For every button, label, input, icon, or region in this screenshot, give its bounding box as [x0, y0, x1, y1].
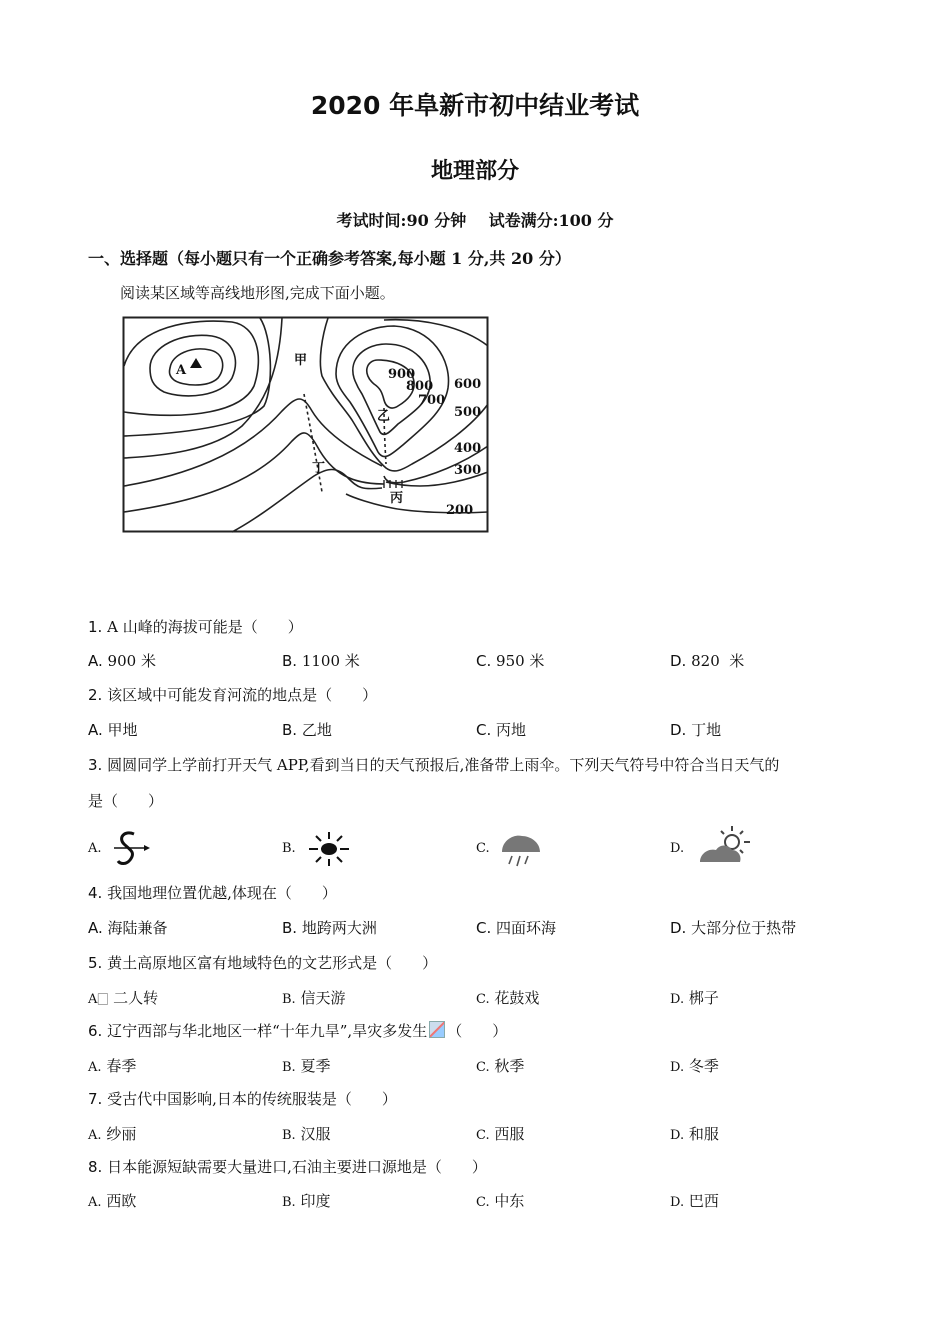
exam-info: 考试时间:90 分钟 试卷满分:100 分 — [336, 211, 614, 230]
contour-label-300: 300 — [454, 463, 482, 478]
q6-option-a[interactable]: A. 春季 — [88, 1057, 137, 1075]
q1-option-d[interactable]: D. 820 米 — [670, 652, 745, 670]
question-6: 6. 辽宁西部与华北地区一样“十年九旱”,旱灾多发生 （ ） — [88, 1022, 508, 1040]
q7-option-b[interactable]: B. 汉服 — [282, 1125, 331, 1143]
q8-option-a[interactable]: A. 西欧 — [88, 1192, 137, 1210]
q5-option-a[interactable]: A⃞ 二人转 — [88, 989, 159, 1007]
map-label-a: A — [176, 363, 187, 378]
map-label-ding: 丁 — [312, 461, 326, 476]
section-heading: 一、选择题（每小题只有一个正确参考答案,每小题 1 分,共 20 分） — [88, 249, 571, 268]
q6-option-b[interactable]: B. 夏季 — [282, 1057, 331, 1075]
q6-option-c[interactable]: C. 秋季 — [476, 1057, 525, 1075]
question-2: 2. 该区域中可能发育河流的地点是（ ） — [88, 686, 378, 704]
q3-option-a[interactable]: A. — [88, 841, 102, 856]
q4-option-d[interactable]: D. 大部分位于热带 — [670, 919, 797, 937]
rain-icon — [498, 830, 544, 870]
q2-option-c[interactable]: C. 丙地 — [476, 721, 527, 739]
q1-option-a[interactable]: A. 900 米 — [88, 652, 156, 670]
q7-option-c[interactable]: C. 西服 — [476, 1125, 525, 1143]
q2-option-a[interactable]: A. 甲地 — [88, 721, 138, 739]
page-title: 2020 年阜新市初中结业考试 — [310, 91, 640, 120]
contour-label-200: 200 — [446, 503, 474, 518]
contour-label-500: 500 — [454, 405, 482, 420]
q5-option-b[interactable]: B. 信天游 — [282, 989, 346, 1007]
q5-option-d[interactable]: D. 梆子 — [670, 989, 719, 1007]
contour-label-800: 800 — [406, 379, 434, 394]
contour-label-400: 400 — [454, 441, 482, 456]
q3-option-d[interactable]: D. — [670, 841, 685, 856]
section-intro: 阅读某区域等高线地形图,完成下面小题。 — [120, 284, 395, 302]
q1-option-c[interactable]: C. 950 米 — [476, 652, 545, 670]
map-label-yi: 乙 — [377, 409, 391, 424]
contour-label-900: 900 — [388, 367, 416, 382]
question-4: 4. 我国地理位置优越,体现在（ ） — [88, 884, 337, 902]
q8-option-b[interactable]: B. 印度 — [282, 1192, 331, 1210]
question-8: 8. 日本能源短缺需要大量进口,石油主要进口源地是（ ） — [88, 1158, 487, 1176]
contour-label-700: 700 — [418, 393, 446, 408]
q2-option-b[interactable]: B. 乙地 — [282, 721, 332, 739]
page-subtitle: 地理部分 — [430, 159, 519, 184]
q3-option-b[interactable]: B. — [282, 841, 296, 856]
broken-image-icon — [429, 1021, 445, 1038]
question-5: 5. 黄土高原地区富有地域特色的文艺形式是（ ） — [88, 954, 438, 972]
q4-option-b[interactable]: B. 地跨两大洲 — [282, 919, 377, 937]
q4-option-a[interactable]: A. 海陆兼备 — [88, 919, 168, 937]
contour-map — [122, 316, 490, 536]
q6-option-d[interactable]: D. 冬季 — [670, 1057, 719, 1075]
q4-option-c[interactable]: C. 四面环海 — [476, 919, 557, 937]
question-3-cont: 是（ ） — [88, 792, 164, 810]
q8-option-d[interactable]: D. 巴西 — [670, 1192, 719, 1210]
map-label-bing: 丙 — [390, 491, 404, 506]
typhoon-icon — [110, 828, 150, 868]
map-label-jia: 甲 — [294, 353, 308, 368]
q5-option-c[interactable]: C. 花鼓戏 — [476, 989, 540, 1007]
q7-option-d[interactable]: D. 和服 — [670, 1125, 719, 1143]
contour-label-600: 600 — [454, 377, 482, 392]
q1-option-b[interactable]: B. 1100 米 — [282, 652, 360, 670]
question-3: 3. 圆圆同学上学前打开天气 APP,看到当日的天气预报后,准备带上雨伞。下列天气符号中符合当日天气的 — [88, 756, 780, 774]
sunny-icon — [306, 830, 352, 868]
q8-option-c[interactable]: C. 中东 — [476, 1192, 525, 1210]
question-1: 1. A 山峰的海拔可能是（ ） — [88, 618, 303, 636]
question-7: 7. 受古代中国影响,日本的传统服装是（ ） — [88, 1090, 397, 1108]
q7-option-a[interactable]: A. 纱丽 — [88, 1125, 137, 1143]
partly-cloudy-icon — [696, 824, 752, 866]
q3-option-c[interactable]: C. — [476, 841, 490, 856]
q2-option-d[interactable]: D. 丁地 — [670, 721, 722, 739]
